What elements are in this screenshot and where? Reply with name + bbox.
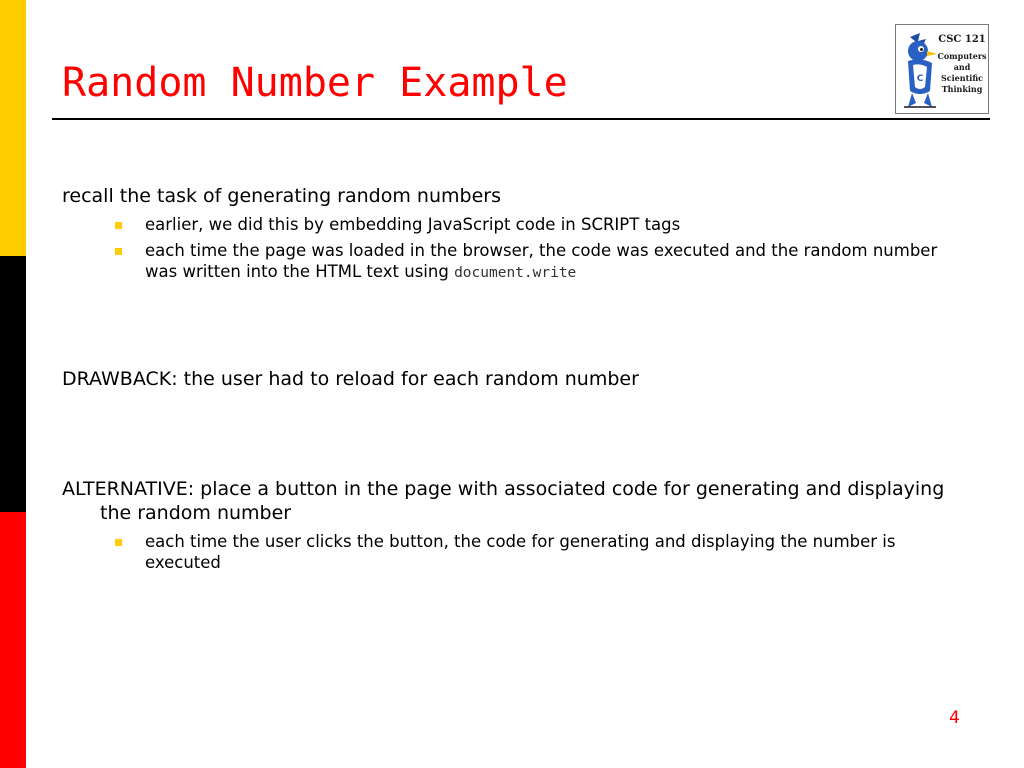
side-bar-black <box>0 256 26 512</box>
square-bullet-icon <box>115 248 122 255</box>
sub-bullet-text: each time the user clicks the button, the code for generating and displaying the number is executed <box>145 532 896 572</box>
bullet-point-3: ALTERNATIVE: place a button in the page with associated code for generating and displaying the random number <box>62 478 945 524</box>
side-bar-yellow <box>0 0 26 256</box>
slide-title: Random Number Example <box>62 60 568 106</box>
side-bar-red <box>0 512 26 768</box>
title-divider <box>52 118 990 120</box>
bullet-point-1: recall the task of generating random numbers <box>62 185 501 207</box>
sub-bullet-text: earlier, we did this by embedding JavaScript code in SCRIPT tags <box>145 215 681 234</box>
logo-course-code: CSC 121 <box>938 34 986 45</box>
sub-bullet-1-1 <box>145 214 945 235</box>
logo-subtitle: Computers and Scientific Thinking <box>937 51 987 94</box>
square-bullet-icon <box>115 539 122 546</box>
course-logo <box>895 24 989 114</box>
bullet-point-2: DRAWBACK: the user had to reload for each random number <box>62 368 639 390</box>
code-snippet: document.write <box>454 265 577 281</box>
page-number: 4 <box>949 708 960 728</box>
sub-bullet-1-2 <box>145 240 945 284</box>
svg-text:C: C <box>916 74 924 84</box>
bluejay-mascot-icon <box>900 31 940 111</box>
square-bullet-icon <box>115 222 122 229</box>
sub-bullet-text: each time the page was loaded in the browser, the code was executed and the random number was written into the HTML text using <box>145 241 938 281</box>
sub-bullet-3-1 <box>145 531 945 573</box>
